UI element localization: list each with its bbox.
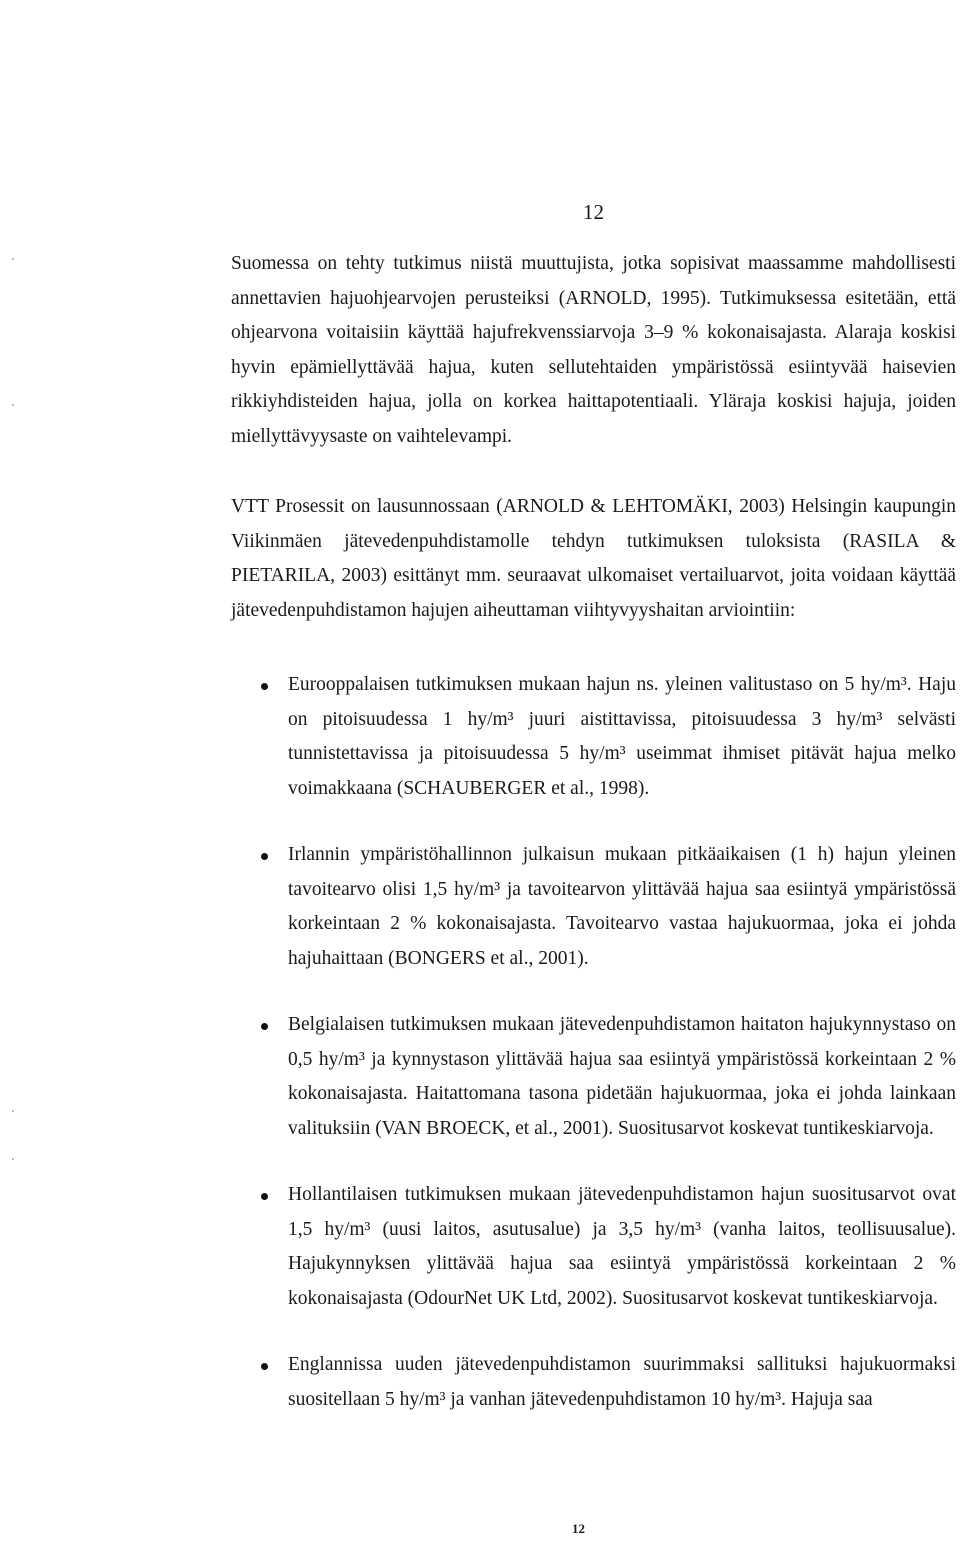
bullet-icon — [261, 1363, 268, 1370]
bullet-icon — [261, 1023, 268, 1030]
page-number: 12 — [583, 200, 604, 224]
bullet-icon — [261, 1193, 268, 1200]
list-item-text: Hollantilaisen tutkimuksen mukaan jätevedenpuhdistamon hajun suositusarvot ovat 1,5 hy/m³ (uusi laitos, asutusalue) ja 3,5 hy/m³ (vanha laitos, teollisuusalue). Hajukynnyksen ylittävää hajua saa esiintyä ympäristössä korkeintaan 2 % kokonaisajasta (OdourNet UK Ltd, 2002). Suositusarvot koskevat tuntikeskiarvoja. — [288, 1184, 956, 1309]
scan-mark — [12, 404, 14, 406]
list-item — [231, 838, 956, 976]
reference-values-list — [231, 668, 956, 1449]
list-item — [231, 1178, 956, 1316]
footer-page-number: 12 — [572, 1521, 585, 1536]
paragraph-vtt-statement: VTT Prosessit on lausunnossaan (ARNOLD & LEHTOMÄKI, 2003) Helsingin kaupungin Viikinmäen jätevedenpuhdistamolle tehdyn tutkimuksen tuloksista (RASILA & PIETARILA, 2003) esittänyt mm. seuraavat ulkomaiset vertailuarvot, joita voidaan käyttää jätevedenpuhdistamon hajujen aiheuttaman viihtyvyyshaitan arviointiin: — [231, 496, 956, 621]
bullet-icon — [261, 853, 268, 860]
scan-mark — [12, 258, 14, 260]
list-item — [231, 668, 956, 806]
list-item-text: Irlannin ympäristöhallinnon julkaisun mukaan pitkäaikaisen (1 h) hajun yleinen tavoitearvo olisi 1,5 hy/m³ ja tavoitearvon ylittävää hajua saa esiintyä ympäristössä korkeintaan 2 % kokonaisajasta. Tavoitearvo vastaa hajukuormaa, joka ei johda hajuhaittaan (BONGERS et al., 2001). — [288, 844, 956, 969]
paragraph-intro: Suomessa on tehty tutkimus niistä muuttujista, jotka sopisivat maassamme mahdollisesti annettavien hajuohjearvojen perusteiksi (ARNOLD, 1995). Tutkimuksessa esitetään, että ohjearvona voitaisiin käyttää hajufrekvenssiarvoja 3–9 % kokonaisajasta. Alaraja koskisi hyvin epämiellyttävää hajua, kuten sellutehtaiden ympäristössä esiintyvää haisevien rikkiyhdisteiden hajua, jolla on korkea haittapotentiaali. Yläraja koskisi hajuja, joiden miellyttävyysaste on vaihtelevampi. — [231, 253, 956, 447]
list-item-text: Eurooppalaisen tutkimuksen mukaan hajun ns. yleinen valitustaso on 5 hy/m³. Haju on pitoisuudessa 1 hy/m³ juuri aistittavissa, pitoisuudessa 3 hy/m³ selvästi tunnistettavissa ja pitoisuudessa 5 hy/m³ useimmat ihmiset pitävät hajua melko voimakkaana (SCHAUBERGER et al., 1998). — [288, 674, 956, 799]
scan-mark — [12, 1110, 14, 1112]
scan-mark — [12, 1158, 14, 1160]
list-item-text: Belgialaisen tutkimuksen mukaan jätevedenpuhdistamon haitaton hajukynnystaso on 0,5 hy/m³ ja kynnystason ylittävää hajua saa esiintyä ympäristössä korkeintaan 2 % kokonaisajasta. Haitattomana tasona pidetään hajukuormaa, joka ei johda lainkaan valituksiin (VAN BROECK, et al., 2001). Suositusarvot koskevat tuntikeskiarvoja. — [288, 1014, 956, 1139]
list-item — [231, 1348, 956, 1417]
list-item — [231, 1008, 956, 1146]
list-item-text: Englannissa uuden jätevedenpuhdistamon suurimmaksi sallituksi hajukuormaksi suositellaan 5 hy/m³ ja vanhan jätevedenpuhdistamon 10 hy/m³. Hajuja saa — [288, 1354, 956, 1410]
bullet-icon — [261, 683, 268, 690]
